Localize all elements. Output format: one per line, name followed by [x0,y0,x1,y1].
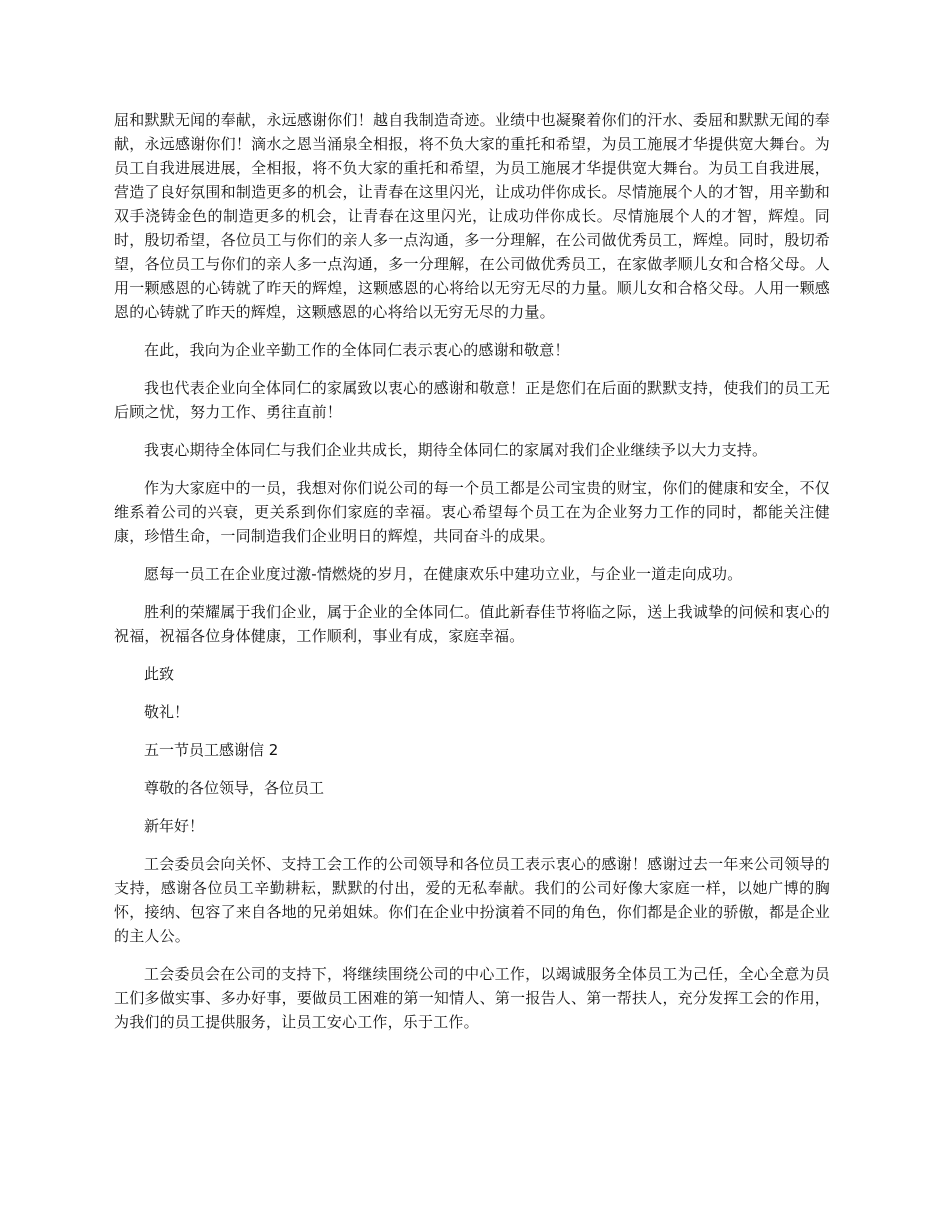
wish-paragraph: 愿每一员工在企业度过激-情燃烧的岁月，在健康欢乐中建功立业，与企业一道走向成功。 [144,565,743,583]
document-page [114,108,830,1048]
family-thanks-paragraph: 我也代表企业向全体同仁的家属致以衷心的感谢和敬意！正是您们在后面的默默支持，使我们的员工无后顾之忧，努力工作、勇往直前！ [114,379,830,421]
salutation: 尊敬的各位领导，各位员工 [144,779,325,797]
thanks-paragraph: 在此，我向为企业辛勤工作的全体同仁表示衷心的感谢和敬意！ [144,341,570,359]
section-title: 五一节员工感谢信 2 [144,741,279,759]
health-paragraph: 作为大家庭中的一员，我想对你们说公司的每一个员工都是公司宝贵的财宝，你们的健康和安全，不仅维系着公司的兴衰，更关系到你们家庭的幸福。衷心希望每个员工在为企业努力工作的同时，都能关注健康，珍惜生命，一同制造我们企业明日的辉煌，共同奋斗的成果。 [114,479,830,545]
expectation-paragraph: 我衷心期待全体同仁与我们企业共成长，期待全体同仁的家属对我们企业继续予以大力支持。 [144,441,768,459]
blessing-paragraph: 胜利的荣耀属于我们企业，属于企业的全体同仁。值此新春佳节将临之际，送上我诚挚的问候和衷心的祝福，祝福各位身体健康，工作顺利，事业有成，家庭幸福。 [114,603,830,645]
greeting: 新年好！ [144,817,205,835]
union-commitment-paragraph: 工会委员会在公司的支持下，将继续围绕公司的中心工作，以竭诚服务全体员工为己任，全心全意为员工们多做实事、多办好事，要做员工困难的第一知情人、第一报告人、第一帮扶人，充分发挥工会的作用，为我们的员工提供服务，让员工安心工作，乐于工作。 [114,965,830,1031]
closing-line-1: 此致 [144,665,175,683]
closing-line-2: 敬礼！ [144,703,190,721]
union-thanks-paragraph: 工会委员会向关怀、支持工会工作的公司领导和各位员工表示衷心的感谢！感谢过去一年来公司领导的支持，感谢各位员工辛勤耕耘，默默的付出，爱的无私奉献。我们的公司好像大家庭一样，以她广博的胸怀，接纳、包容了来自各地的兄弟姐妹。你们在企业中扮演着不同的角色，你们都是企业的骄傲，都是企业的主人公。 [114,855,830,945]
intro-paragraph: 屈和默默无闻的奉献，永远感谢你们！越自我制造奇迹。业绩中也凝聚着你们的汗水、委屈和默默无闻的奉献，永远感谢你们！滴水之恩当涌泉全相报，将不负大家的重托和希望，为员工施展才华提供宽大舞台。为员工自我进展进展，全相报，将不负大家的重托和希望，为员工施展才华提供宽大舞台。为员工自我进展，营造了良好氛围和制造更多的机会，让青春在这里闪光，让成功伴你成长。尽情施展个人的才智，用辛勤和双手浇铸金色的制造更多的机会，让青春在这里闪光，让成功伴你成长。尽情施展个人的才智，辉煌。同时，殷切希望，各位员工与你们的亲人多一点沟通，多一分理解，在公司做优秀员工，辉煌。同时，殷切希望，各位员工与你们的亲人多一点沟通，多一分理解，在公司做优秀员工，在家做孝顺儿女和合格父母。人用一颗感恩的心铸就了昨天的辉煌，这颗感恩的心将给以无穷无尽的力量。顺儿女和合格父母。人用一颗感恩的心铸就了昨天的辉煌，这颗感恩的心将给以无穷无尽的力量。 [114,111,830,321]
